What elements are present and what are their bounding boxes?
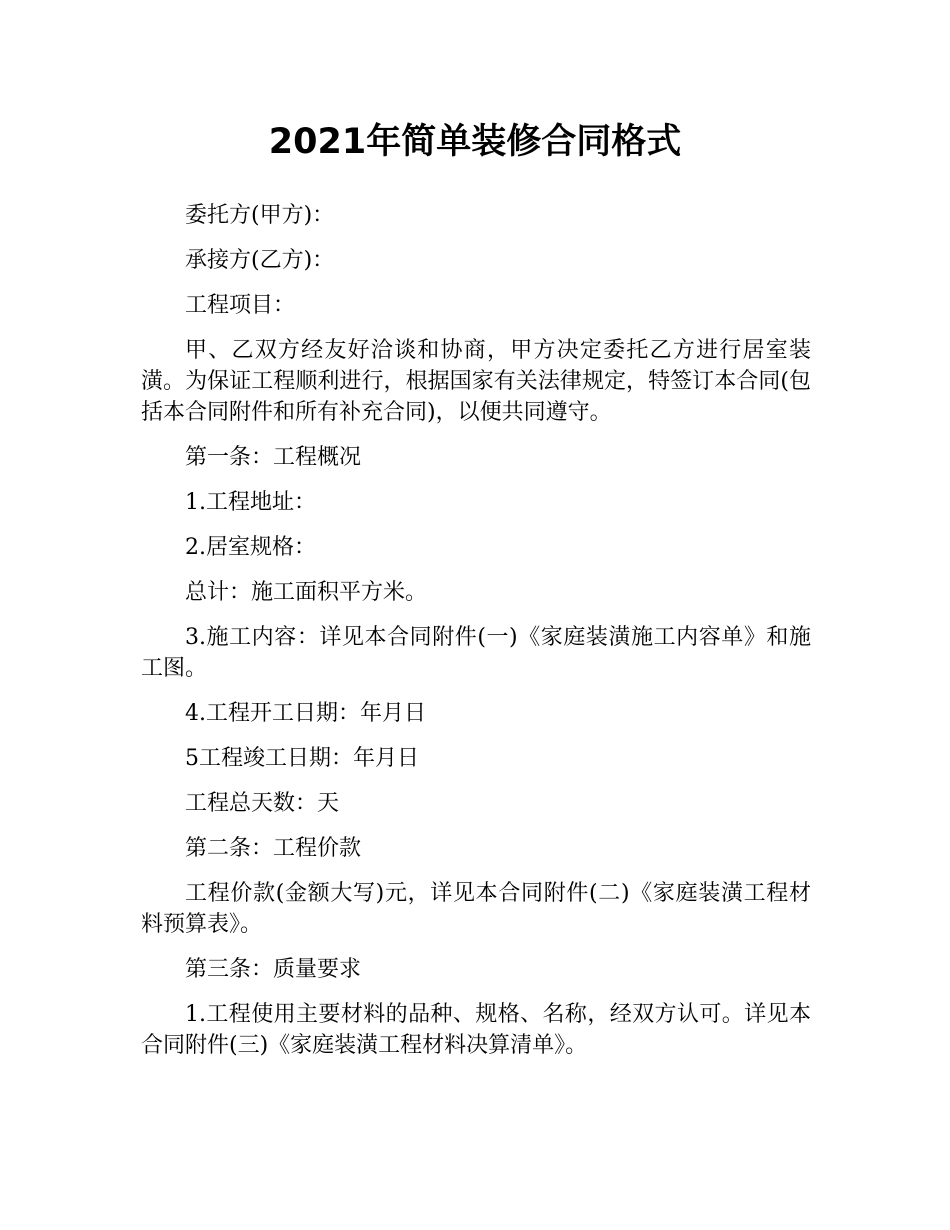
completion-date-line: 5工程竣工日期：年月日 xyxy=(185,746,419,771)
materials-paragraph: 1.工程使用主要材料的品种、规格、名称，经双方认可。详见本合同附件(三)《家庭装潢工程材料决算清单》。 xyxy=(141,1002,811,1058)
article-1-heading: 第一条：工程概况 xyxy=(185,445,362,470)
total-area-line: 总计：施工面积平方米。 xyxy=(185,580,428,605)
start-date-line: 4.工程开工日期：年月日 xyxy=(185,701,426,726)
price-paragraph: 工程价款(金额大写)元，详见本合同附件(二)《家庭装潢工程材料预算表》。 xyxy=(141,881,811,937)
article-3-heading: 第三条：质量要求 xyxy=(185,957,362,982)
article-2-heading: 第二条：工程价款 xyxy=(185,836,362,861)
work-content-paragraph: 3.施工内容：详见本合同附件(一)《家庭装潢施工内容单》和施工图。 xyxy=(141,625,811,681)
room-spec-line: 2.居室规格： xyxy=(185,535,316,560)
party-b-line: 承接方(乙方)： xyxy=(185,248,335,273)
total-days-line: 工程总天数：天 xyxy=(185,791,340,816)
document-title: 2021年简单装修合同格式 xyxy=(268,122,682,162)
party-a-line: 委托方(甲方)： xyxy=(185,203,335,228)
project-address-line: 1.工程地址： xyxy=(185,490,316,515)
document-body xyxy=(141,200,811,1075)
project-line: 工程项目： xyxy=(185,293,296,318)
preamble-paragraph: 甲、乙双方经友好洽谈和协商，甲方决定委托乙方进行居室装潢。为保证工程顺利进行，根据国家有关法律规定，特签订本合同(包括本合同附件和所有补充合同)，以便共同遵守。 xyxy=(141,338,811,425)
